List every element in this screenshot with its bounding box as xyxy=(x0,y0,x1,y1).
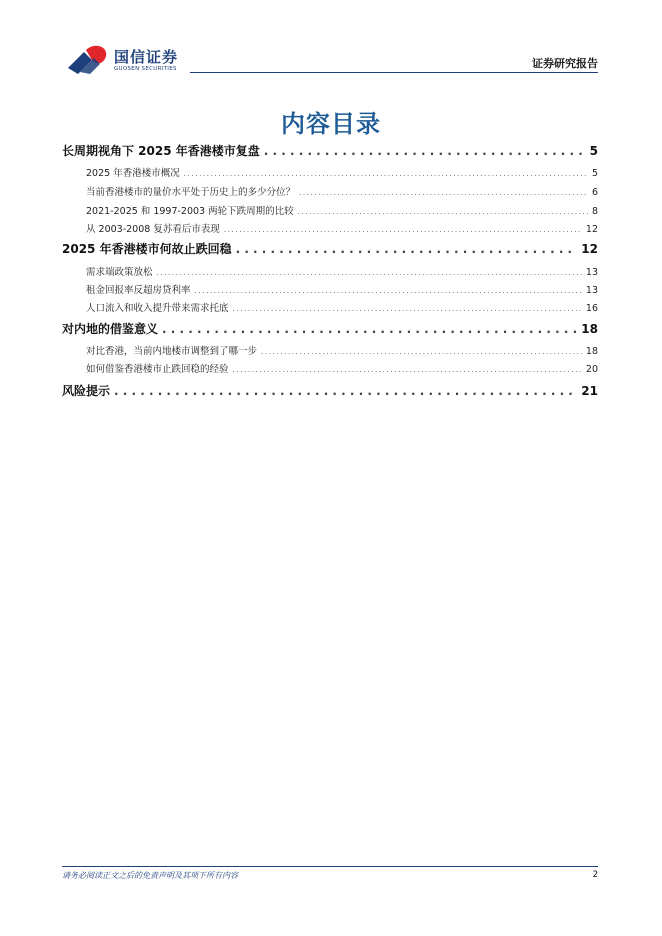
toc-entry-title: 风险提示 xyxy=(62,384,111,398)
toc-entry-title: 对比香港，当前内地楼市调整到了哪一步 xyxy=(86,346,258,357)
toc-subsection-entry[interactable] xyxy=(62,300,598,314)
toc-dot-leader xyxy=(233,303,582,314)
toc-dot-leader xyxy=(157,267,582,278)
toc-entry-title: 2025 年香港楼市概况 xyxy=(86,168,180,179)
toc-subsection-entry[interactable] xyxy=(62,282,598,296)
toc-dot-leader xyxy=(195,285,582,296)
toc-entry-title: 人口流入和收入提升带来需求托底 xyxy=(86,303,229,314)
page-header xyxy=(0,0,662,80)
toc-entry-page-number: 20 xyxy=(585,364,598,375)
toc-entry-page-number: 5 xyxy=(589,144,598,158)
toc-entry-title: 当前香港楼市的量价水平处于历史上的多少分位？ xyxy=(86,187,296,198)
toc-dot-leader xyxy=(224,224,582,235)
toc-entry-title: 如何借鉴香港楼市止跌回稳的经验 xyxy=(86,364,229,375)
toc-subsection-entry[interactable] xyxy=(62,264,598,278)
logo-mark-icon xyxy=(66,44,110,76)
toc-entry-page-number: 8 xyxy=(591,206,598,217)
toc-dot-leader xyxy=(264,144,586,158)
toc-entry-page-number: 18 xyxy=(581,322,598,336)
toc-entry-title: 对内地的借鉴意义 xyxy=(62,322,159,336)
toc-dot-leader xyxy=(236,242,578,256)
toc-entry-page-number: 13 xyxy=(585,267,598,278)
toc-subsection-entry[interactable] xyxy=(62,361,598,375)
toc-dot-leader xyxy=(162,322,577,336)
toc-dot-leader xyxy=(261,346,582,357)
header-divider xyxy=(190,72,598,73)
company-logo xyxy=(66,44,186,76)
toc-dot-leader xyxy=(233,364,582,375)
toc-subsection-entry[interactable] xyxy=(62,343,598,357)
toc-title: 内容目录 xyxy=(281,110,381,138)
toc-entry-title: 从 2003-2008 复苏看后市表现 xyxy=(86,224,220,235)
toc-dot-leader xyxy=(299,187,588,198)
toc-entry-page-number: 13 xyxy=(585,285,598,296)
logo-english-name: GUOSEN SECURITIES xyxy=(114,66,177,72)
toc-entry-title: 2021-2025 和 1997-2003 两轮下跌周期的比较 xyxy=(86,206,294,217)
toc-entry-title: 租金回报率反超房贷利率 xyxy=(86,285,191,296)
toc-entry-title: 长周期视角下 2025 年香港楼市复盘 xyxy=(62,144,260,158)
toc-dot-leader xyxy=(298,206,588,217)
toc-section-entry[interactable] xyxy=(62,240,598,258)
footer-divider xyxy=(62,866,598,867)
toc-entry-page-number: 12 xyxy=(581,242,598,256)
toc-entry-title: 2025 年香港楼市何故止跌回稳 xyxy=(62,242,232,256)
footer-page-number: 2 xyxy=(592,870,598,880)
report-type-label: 证券研究报告 xyxy=(532,57,598,70)
toc-entry-page-number: 21 xyxy=(581,384,598,398)
toc-entry-page-number: 18 xyxy=(585,346,598,357)
toc-entry-title: 需求端政策放松 xyxy=(86,267,153,278)
toc-entry-page-number: 16 xyxy=(585,303,598,314)
toc-subsection-entry[interactable] xyxy=(62,184,598,198)
toc-entry-page-number: 5 xyxy=(591,168,598,179)
toc-dot-leader xyxy=(114,384,577,398)
toc-dot-leader xyxy=(184,168,588,179)
toc-entry-page-number: 12 xyxy=(585,224,598,235)
toc-subsection-entry[interactable] xyxy=(62,203,598,217)
toc-entry-page-number: 6 xyxy=(591,187,598,198)
toc-section-entry[interactable] xyxy=(62,142,598,160)
toc-section-entry[interactable] xyxy=(62,382,598,400)
footer-disclaimer: 请务必阅读正文之后的免责声明及其项下所有内容 xyxy=(62,871,238,880)
logo-chinese-name: 国信证券 xyxy=(114,48,179,66)
toc-subsection-entry[interactable] xyxy=(62,221,598,235)
toc-subsection-entry[interactable] xyxy=(62,165,598,179)
toc-section-entry[interactable] xyxy=(62,320,598,338)
